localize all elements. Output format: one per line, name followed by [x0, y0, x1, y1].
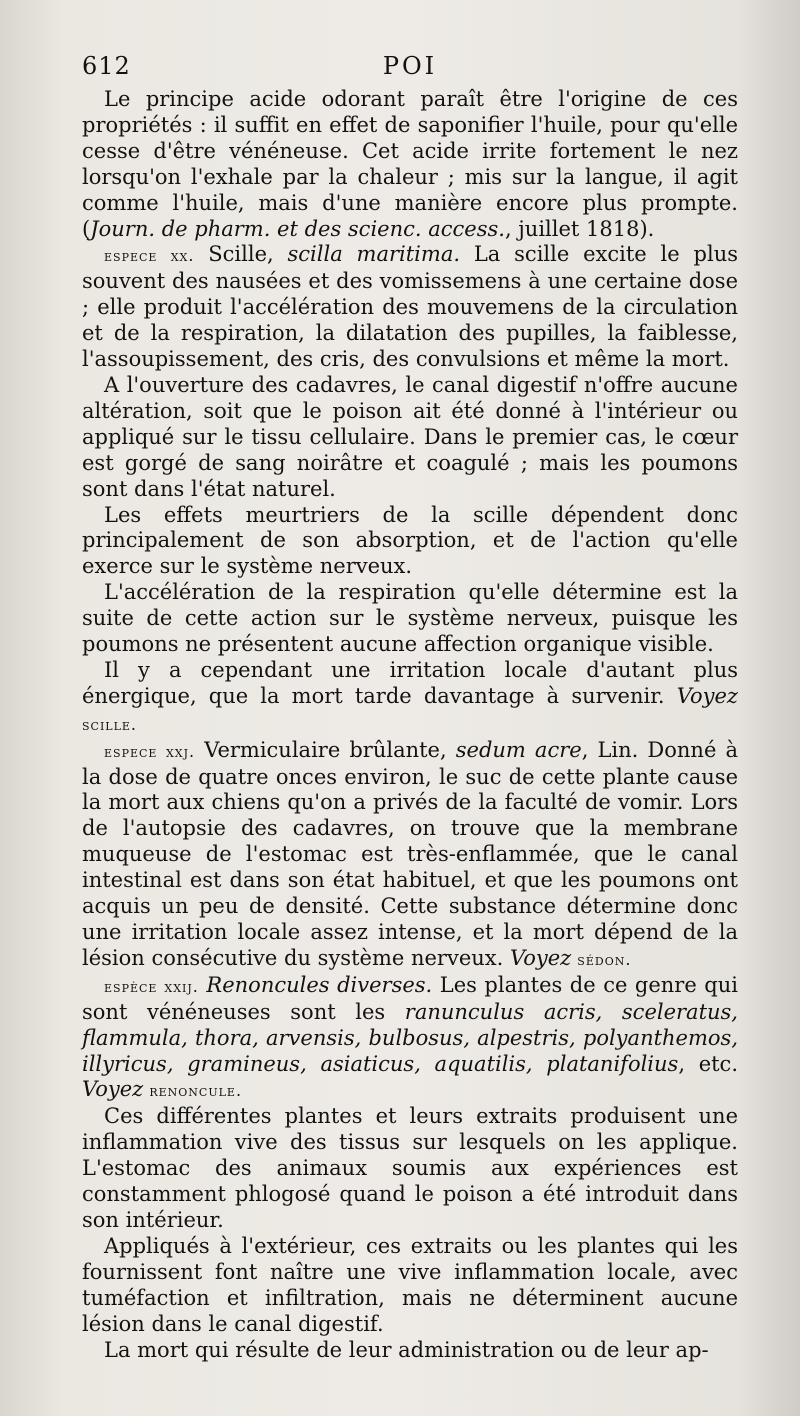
text-run: La scille excite le plus souvent des nausées et des vomissemens à une certaine dose ; elle produit l'accélération des mouvemens de la circulation et de la respiration, la dilatation des pupilles, la faiblesse, l'assoupissement, des cris, des convulsions et même la mort.	[82, 242, 738, 372]
italic-text: ranunculus acris, sceleratus, flammula, thora, arvensis, bulbosus, alpestris, polyanthemos, illyricus, gramineus, asiaticus, aquatilis, platanifolius	[82, 999, 738, 1076]
paragraph	[82, 1234, 738, 1338]
text-run: , etc.	[678, 1051, 738, 1076]
text-run: Le principe acide odorant paraît être l'origine de ces propriétés : il suffit en effet de saponifier l'huile, pour qu'elle cesse d'être vénéneuse. Cet acide irrite fortement le nez lorsqu'on l'exhale par la chaleur ; mis sur la langue, il agit comme l'huile, mais d'une manière encore plus prompte. (	[82, 87, 738, 241]
paragraph	[82, 738, 738, 973]
text-run: , juillet 1818).	[504, 216, 655, 241]
page-number: 612	[82, 52, 131, 80]
paragraph	[82, 1338, 738, 1364]
small-caps-text: sédon.	[571, 949, 632, 969]
body-text	[82, 87, 738, 1363]
text-run: Scille,	[194, 242, 288, 267]
italic-text: Voyez	[82, 1077, 144, 1102]
small-caps-text: scille.	[82, 714, 138, 734]
paragraph	[82, 87, 738, 242]
text-run: A l'ouverture des cadavres, le canal digestif n'offre aucune altération, soit que le poison ait été donné à l'intérieur ou appliqué sur le tissu cellulaire. Dans le premier cas, le cœur est gorgé de sang noirâtre et coagulé ; mais les poumons sont dans l'état naturel.	[82, 372, 738, 501]
italic-text: Renoncules diverses.	[206, 972, 433, 997]
text-run: Les effets meurtriers de la scille dépendent donc principalement de son absorption, et de l'action qu'elle exerce sur le système nerveux.	[82, 502, 738, 579]
italic-text: Voyez	[676, 683, 738, 708]
text-run: L'accélération de la respiration qu'elle détermine est la suite de cette action sur le système nerveux, puisque les poumons ne présentent aucune affection organique visible.	[82, 580, 738, 657]
paragraph	[82, 242, 738, 373]
page-header	[82, 52, 738, 84]
text-run: La mort qui résulte de leur administration ou de leur ap-	[104, 1337, 709, 1362]
small-caps-text: espèce xxij.	[104, 976, 199, 996]
small-caps-text: espece xx.	[104, 246, 195, 266]
paragraph	[82, 1104, 738, 1234]
italic-text: Voyez	[509, 945, 572, 970]
running-head: POI	[382, 52, 438, 80]
paragraph	[82, 373, 738, 503]
text-run: Vermiculaire brûlante,	[195, 737, 456, 762]
italic-text: scilla maritima.	[287, 242, 461, 267]
paragraph	[82, 580, 738, 658]
text-run: Les plantes de ce genre qui sont vénéneuses sont les	[82, 972, 738, 1024]
paragraph	[82, 658, 738, 738]
text-run: , Lin. Donné à la dose de quatre onces environ, le suc de cette plante cause la mort aux chiens qu'on a privés de la faculté de vomir. Lors de l'autopsie des cadavres, on trouve que la membrane muqueuse de l'estomac est très-enflammée, que le canal intestinal est dans son état habituel, et que les poumons ont acquis un peu de densité. Cette substance détermine donc une irritation locale assez intense, et la mort dépend de la lésion consécutive du système nerveux.	[82, 737, 738, 970]
text-run: Appliqués à l'extérieur, ces extraits ou les plantes qui les fournissent font naître une vive inflammation locale, avec tuméfaction et infiltration, mais ne déterminent aucune lésion dans le canal digestif.	[82, 1233, 738, 1336]
text-run: Il y a cependant une irritation locale d'autant plus énergique, que la mort tarde davantage à survenir.	[82, 657, 738, 708]
small-caps-text: espece xxj.	[104, 741, 196, 761]
paragraph	[82, 973, 738, 1105]
italic-text: sedum acre	[455, 737, 582, 762]
italic-text: Journ. de pharm. et des scienc. access.	[90, 216, 505, 241]
paragraph	[82, 503, 738, 581]
text-run: Ces différentes plantes et leurs extraits produisent une inflammation vive des tissus sur lesquels on les applique. L'estomac des animaux soumis aux expériences est constamment phlogosé quand le poison a été introduit dans son intérieur.	[82, 1104, 738, 1232]
small-caps-text: renoncule.	[143, 1081, 243, 1101]
